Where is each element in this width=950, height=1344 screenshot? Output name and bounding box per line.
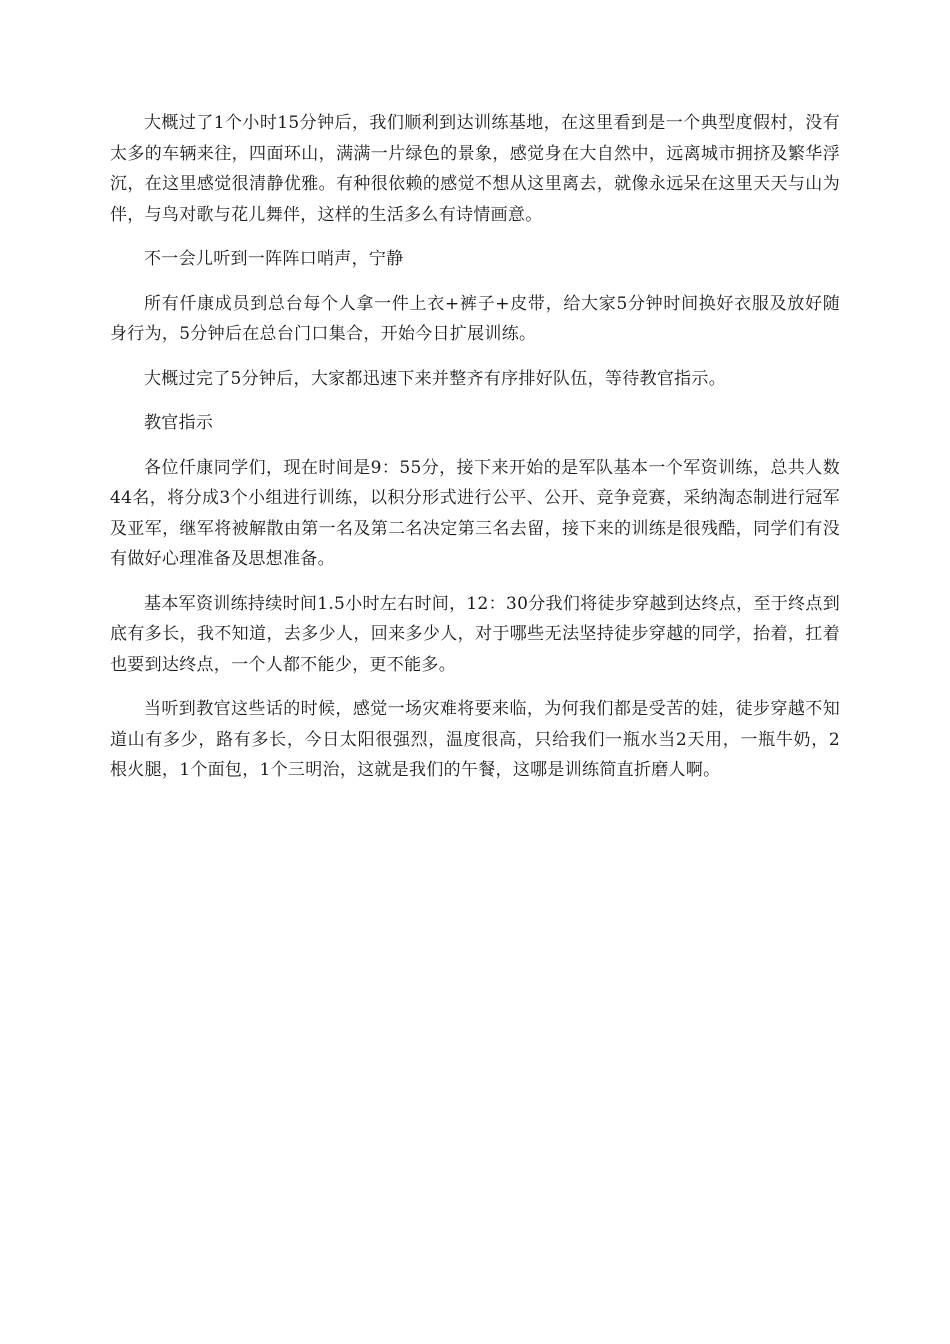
paragraph-reaction: 当听到教官这些话的时候，感觉一场灾难将要来临，为何我们都是受苦的娃，徒步穿越不知道山有多少，路有多长，今日太阳很强烈，温度很高，只给我们一瓶水当2天用，一瓶牛奶，2根火腿，1个面包，1个三明治，这就是我们的午餐，这哪是训练简直折磨人啊。 bbox=[110, 699, 840, 780]
document-page bbox=[110, 108, 840, 800]
paragraph-uniforms: 所有仟康成员到总台每个人拿一件上衣+裤子+皮带，给大家5分钟时间换好衣服及放好随身行为，5分钟后在总台门口集合，开始今日扩展训练。 bbox=[110, 293, 840, 344]
paragraph-lineup: 大概过完了5分钟后，大家都迅速下来并整齐有序排好队伍，等待教官指示。 bbox=[144, 368, 727, 389]
paragraph-hike: 基本军资训练持续时间1.5小时左右时间，12：30分我们将徒步穿越到达终点，至于终点到底有多长，我不知道，去多少人，回来多少人，对于哪些无法坚持徒步穿越的同学，抬着，扛着也要到达终点，一个人都不能少，更不能多。 bbox=[110, 593, 840, 675]
paragraph-arrival: 大概过了1个小时15分钟后，我们顺利到达训练基地，在这里看到是一个典型度假村，没有太多的车辆来往，四面环山，满满一片绿色的景象，感觉身在大自然中，远离城市拥挤及繁华浮沉，在这里感觉很清静优雅。有种很依赖的感觉不想从这里离去，就像永远呆在这里天天与山为伴，与鸟对歌与花儿舞伴，这样的生活多么有诗情画意。 bbox=[110, 113, 840, 225]
paragraph-instructor-heading: 教官指示 bbox=[144, 413, 214, 433]
paragraph-instructions: 各位仟康同学们，现在时间是9：55分，接下来开始的是军队基本一个军资训练，总共人数44名，将分成3个小组进行训练，以积分形式进行公平、公开、竞争竞赛，采纳淘态制进行冠军及亚军，继军将被解散由第一名及第二名决定第三名去留，接下来的训练是很残酷，同学们有没有做好心理准备及思想准备。 bbox=[110, 457, 840, 569]
paragraph-whistle: 不一会儿听到一阵阵口哨声，宁静 bbox=[144, 249, 404, 269]
